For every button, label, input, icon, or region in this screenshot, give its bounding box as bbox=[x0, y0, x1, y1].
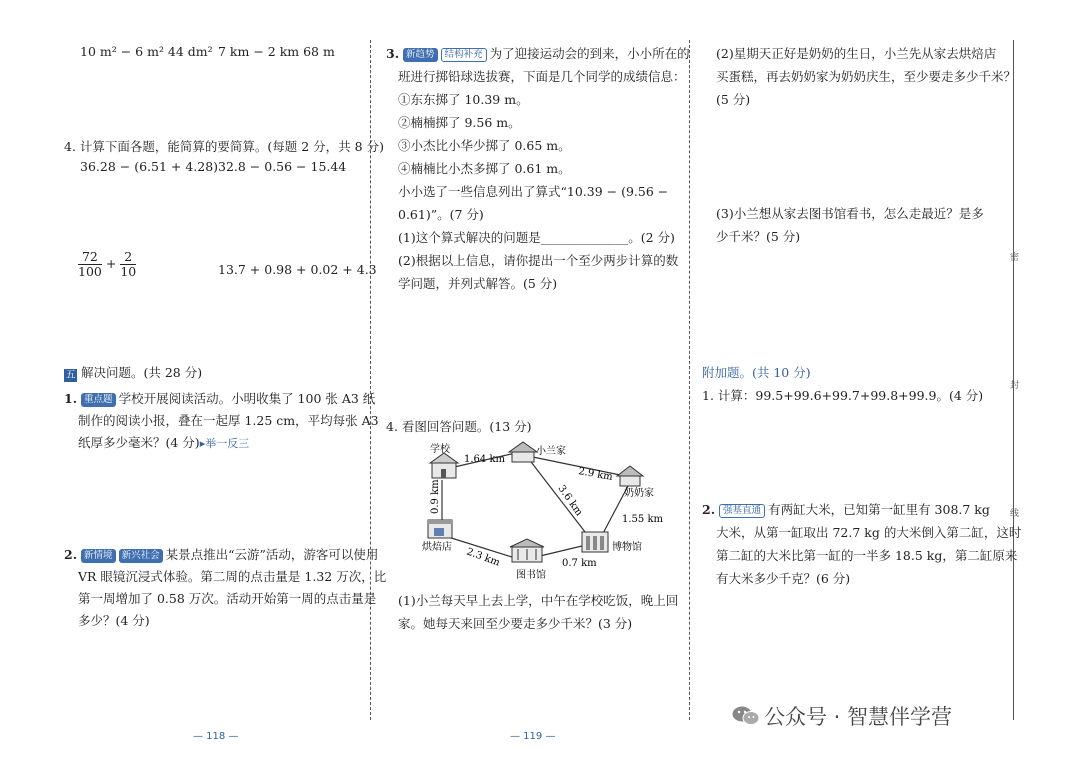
info-2: ②楠楠掷了 9.56 m。 bbox=[398, 115, 521, 130]
dist-grandma-museum: 1.55 km bbox=[622, 514, 663, 525]
b2-tag: 强基直通 bbox=[719, 504, 765, 518]
p1-line3: 纸厚多少毫米？(4 分) bbox=[78, 435, 200, 450]
school-icon bbox=[430, 453, 458, 478]
p3-line3: 小小选了一些信息列出了算式“10.39 − (9.56 − bbox=[398, 184, 669, 199]
calc-4: 13.7 + 0.98 + 0.02 + 4.3 bbox=[218, 262, 377, 277]
dist-library-museum: 0.7 km bbox=[562, 558, 597, 569]
label-bakery: 烘焙店 bbox=[422, 542, 452, 553]
home-icon bbox=[509, 442, 537, 462]
frac2-den: 10 bbox=[120, 264, 137, 279]
p3-sub2b: 学问题，并列式解答。(5 分) bbox=[398, 276, 558, 291]
p4-sub1 bbox=[398, 589, 678, 635]
p3-line4: 0.61)”。(7 分) bbox=[398, 207, 484, 222]
problem-1 bbox=[64, 388, 379, 455]
watermark bbox=[732, 701, 952, 731]
bonus-1: 1. 计算：99.5+99.6+99.7+99.8+99.9。(4 分) bbox=[702, 388, 984, 403]
side-mark-1: 密 bbox=[1010, 253, 1020, 263]
unit-expr-2: 7 km − 2 km 68 m bbox=[218, 44, 335, 59]
road-library-museum bbox=[540, 546, 582, 556]
unit-expr-1: 10 m² − 6 m² 44 dm² bbox=[80, 44, 213, 59]
b2-line4: 有大米多少千克？(6 分) bbox=[716, 571, 851, 586]
p4-sub2c: (5 分) bbox=[716, 92, 751, 107]
dist-school-home: 1.64 km bbox=[464, 454, 505, 465]
q4-title: 4. 计算下面各题，能简算的要简算。(每题 2 分，共 8 分) bbox=[64, 139, 384, 154]
label-home: 小兰家 bbox=[536, 446, 566, 457]
calc-1: 36.28 − (6.51 + 4.28) bbox=[80, 159, 219, 174]
p4-sub1b: 家。她每天来回至少要走多少千米？(3 分) bbox=[398, 616, 633, 631]
dist-bakery-library: 2.3 km bbox=[464, 546, 502, 569]
library-icon bbox=[510, 539, 544, 562]
plus-op: + bbox=[105, 256, 117, 271]
p4-sub2b: 买蛋糕，再去奶奶家为奶奶庆生，至少要走多少千米？ bbox=[716, 69, 1017, 84]
info-3: ③小杰比小华少掷了 0.65 m。 bbox=[398, 138, 571, 153]
page-number-119: — 119 — bbox=[510, 731, 556, 742]
p3-num: 3. bbox=[386, 46, 400, 61]
page-number-118: — 118 — bbox=[193, 731, 239, 742]
p3-line1: 为了迎接运动会的到来，小小所在的 bbox=[489, 46, 690, 61]
b2-num: 2. bbox=[702, 502, 716, 517]
museum-icon bbox=[582, 532, 608, 552]
label-school: 学校 bbox=[430, 444, 450, 455]
problem-2 bbox=[64, 544, 386, 632]
wechat-icon bbox=[732, 705, 758, 725]
grandma-house-icon bbox=[617, 466, 643, 486]
section-5-mark: 五 bbox=[65, 370, 76, 381]
section-5-heading bbox=[64, 363, 202, 382]
problem-3 bbox=[386, 42, 690, 295]
frac1-den: 100 bbox=[78, 264, 102, 279]
side-mark-3: 线 bbox=[1010, 509, 1020, 519]
dist-home-museum: 3.6 km bbox=[555, 483, 585, 519]
frac2-num: 2 bbox=[120, 250, 136, 265]
dist-home-grandma: 2.9 km bbox=[577, 466, 614, 483]
dist-school-bakery: 0.9 km bbox=[430, 479, 441, 514]
p4-sub3b: 少千米？(5 分) bbox=[716, 229, 801, 244]
section-5-title: 解决问题。(共 28 分) bbox=[81, 365, 203, 380]
frac1-num: 72 bbox=[78, 250, 102, 265]
p4-sub1a: (1)小兰每天早上去上学，中午在学校吃饭，晚上回 bbox=[398, 593, 679, 608]
calc-2: 32.8 − 0.56 − 15.44 bbox=[218, 159, 347, 174]
bakery-icon bbox=[428, 520, 452, 538]
p3-sub2a: (2)根据以上信息，请你提出一个至少两步计算的数 bbox=[398, 253, 679, 268]
p1-tag: 重点题 bbox=[81, 393, 116, 407]
watermark-text: 公众号 · 智慧伴学营 bbox=[764, 705, 953, 729]
info-4: ④楠楠比小杰多掷了 0.61 m。 bbox=[398, 161, 571, 176]
p4-sub3 bbox=[716, 202, 984, 248]
p4-title: 4. 看图回答问题。(13 分) bbox=[386, 419, 532, 434]
label-grandma: 奶奶家 bbox=[624, 488, 654, 499]
p1-link[interactable]: ▸举一反三 bbox=[199, 437, 250, 450]
label-museum: 博物馆 bbox=[612, 542, 642, 553]
p4-sub3a: (3)小兰想从家去图书馆看书，怎么走最近？是多 bbox=[716, 206, 984, 221]
b2-line3: 第二缸的大米比第一缸的一半多 18.5 kg，第二缸原来 bbox=[716, 548, 1018, 563]
route-map bbox=[400, 436, 670, 586]
p2-tag1: 新情境 bbox=[81, 549, 116, 563]
p2-line2: VR 眼镜沉浸式体验。第二周的点击量是 1.32 万次，比 bbox=[78, 569, 387, 584]
info-1: ①东东掷了 10.39 m。 bbox=[398, 92, 529, 107]
label-library: 图书馆 bbox=[516, 570, 546, 581]
side-mark-2: 封 bbox=[1010, 381, 1020, 391]
p3-tag2: 结构补充 bbox=[441, 48, 487, 62]
p4-sub2a: (2)星期天正好是奶奶的生日，小兰先从家去烘焙店 bbox=[716, 46, 997, 61]
p2-line3: 第一周增加了 0.58 万次。活动开始第一周的点击量是 bbox=[78, 591, 377, 606]
bonus-2 bbox=[702, 498, 1021, 590]
p2-num: 2. bbox=[64, 547, 78, 562]
b2-line2: 大米，从第一缸取出 72.7 kg 的大米倒入第二缸，这时 bbox=[716, 525, 1022, 540]
p4-sub2 bbox=[716, 42, 1016, 111]
p3-sub1: (1)这个算式解决的问题是______________。(2 分) bbox=[398, 230, 675, 245]
bonus-title: 附加题。(共 10 分) bbox=[702, 365, 811, 380]
p3-line2: 班进行掷铅球选拔赛，下面是几个同学的成绩信息： bbox=[398, 69, 686, 84]
p3-tag1: 新趋势 bbox=[403, 48, 438, 62]
p1-line2: 制作的阅读小报，叠在一起厚 1.25 cm，平均每张 A3 bbox=[78, 413, 379, 428]
b2-line1: 有两缸大米，已知第一缸里有 308.7 kg bbox=[768, 502, 990, 517]
p2-line1: 某景点推出“云游”活动，游客可以使用 bbox=[165, 547, 379, 562]
calc-3 bbox=[78, 250, 136, 279]
p2-tag2: 新兴社会 bbox=[119, 549, 163, 563]
p1-num: 1. bbox=[64, 391, 78, 406]
p1-line1: 学校开展阅读活动。小明收集了 100 张 A3 纸 bbox=[118, 391, 376, 406]
p2-line4: 多少？(4 分) bbox=[78, 613, 150, 628]
